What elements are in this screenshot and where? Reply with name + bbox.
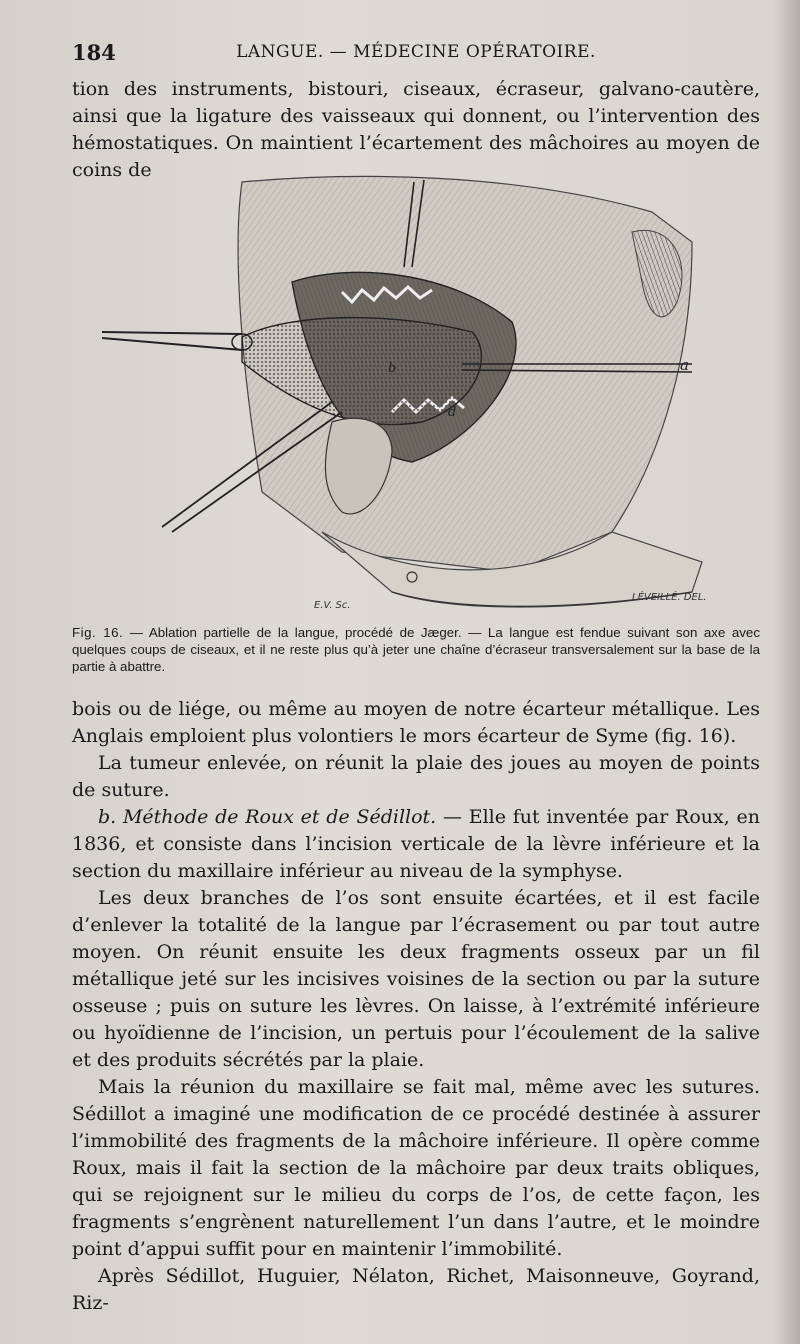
paragraph: tion des instruments, bistouri, ciseaux, écraseur, galvano-cautère, ainsi que la ligature des vaisseaux qui donnent, ou l’intervention des hémostatiques. On maintient l’écartement des mâchoires au moyen de coins de xyxy=(72,78,760,181)
bottom-text xyxy=(72,696,760,1317)
caption-text: — Ablation partielle de la langue, procédé de Jæger. — La langue est fendue suivant son axe avec quelques coups de ciseaux, et il ne reste plus qu’à jeter une chaîne d’écraseur transversalement sur la base de la partie à abattre. xyxy=(72,625,760,674)
page-number: 184 xyxy=(72,40,116,65)
paragraph: Mais la réunion du maxillaire se fait mal, même avec les sutures. Sédillot a imaginé une modification de ce procédé destinée à assurer l’immobilité des fragments de la mâchoire inférieure. Il opère comme Roux, mais il fait la section de la mâchoire par deux traits obliques, qui se rejoignent sur le milieu du corps de l’os, de cette façon, les fragments s’engrènent naturellement l’un dans l’autre, et le moindre point d’appui suffit pour en maintenir l’immobilité. xyxy=(72,1076,760,1260)
page-edge-shadow xyxy=(774,0,800,1344)
engraving-illustration xyxy=(92,172,720,618)
paragraph xyxy=(72,804,760,885)
caption-label: Fig. 16. xyxy=(72,625,124,640)
top-paragraph xyxy=(72,76,760,184)
label-b: b xyxy=(388,361,397,376)
engraver-signature: E.V. Sc. xyxy=(314,600,351,611)
artist-signature: LÉVEILLÉ. DEL. xyxy=(632,592,707,603)
surgical-engraving-figure xyxy=(92,172,720,618)
figure-caption xyxy=(72,624,760,675)
paragraph: bois ou de liége, ou même au moyen de notre écarteur métallique. Les Anglais emploient plus volontiers le mors écarteur de Syme (fig. 16). xyxy=(72,698,760,747)
section-body: — Elle fut inventée par Roux, en 1836, et consiste dans l’incision verticale de la lèvre inférieure et la section du maxillaire inférieur au niveau de la symphyse. xyxy=(72,806,761,882)
left-forceps xyxy=(102,332,242,350)
paragraph: La tumeur enlevée, on réunit la plaie des joues au moyen de points de suture. xyxy=(72,752,760,801)
running-title: LANGUE. — MÉDECINE OPÉRATOIRE. xyxy=(236,42,596,62)
label-d: d xyxy=(448,405,457,420)
section-heading: b. Méthode de Roux et de Sédillot. xyxy=(98,806,437,828)
paragraph: Les deux branches de l’os sont ensuite écartées, et il est facile d’enlever la totalité de la langue par l’écrasement ou par tout autre moyen. On réunit ensuite les deux fragments osseux par un fil métallique jeté sur les incisives voisines de la section ou par la suture osseuse ; puis on suture les lèvres. On laisse, à l’extrémité inférieure ou hyoïdienne de l’incision, un pertuis pour l’écoulement de la salive et des produits sécrétés par la plaie. xyxy=(72,887,760,1071)
running-head xyxy=(72,40,760,70)
label-a: a xyxy=(680,356,689,374)
paragraph: Après Sédillot, Huguier, Nélaton, Richet, Maisonneuve, Goyrand, Riz- xyxy=(72,1265,760,1314)
